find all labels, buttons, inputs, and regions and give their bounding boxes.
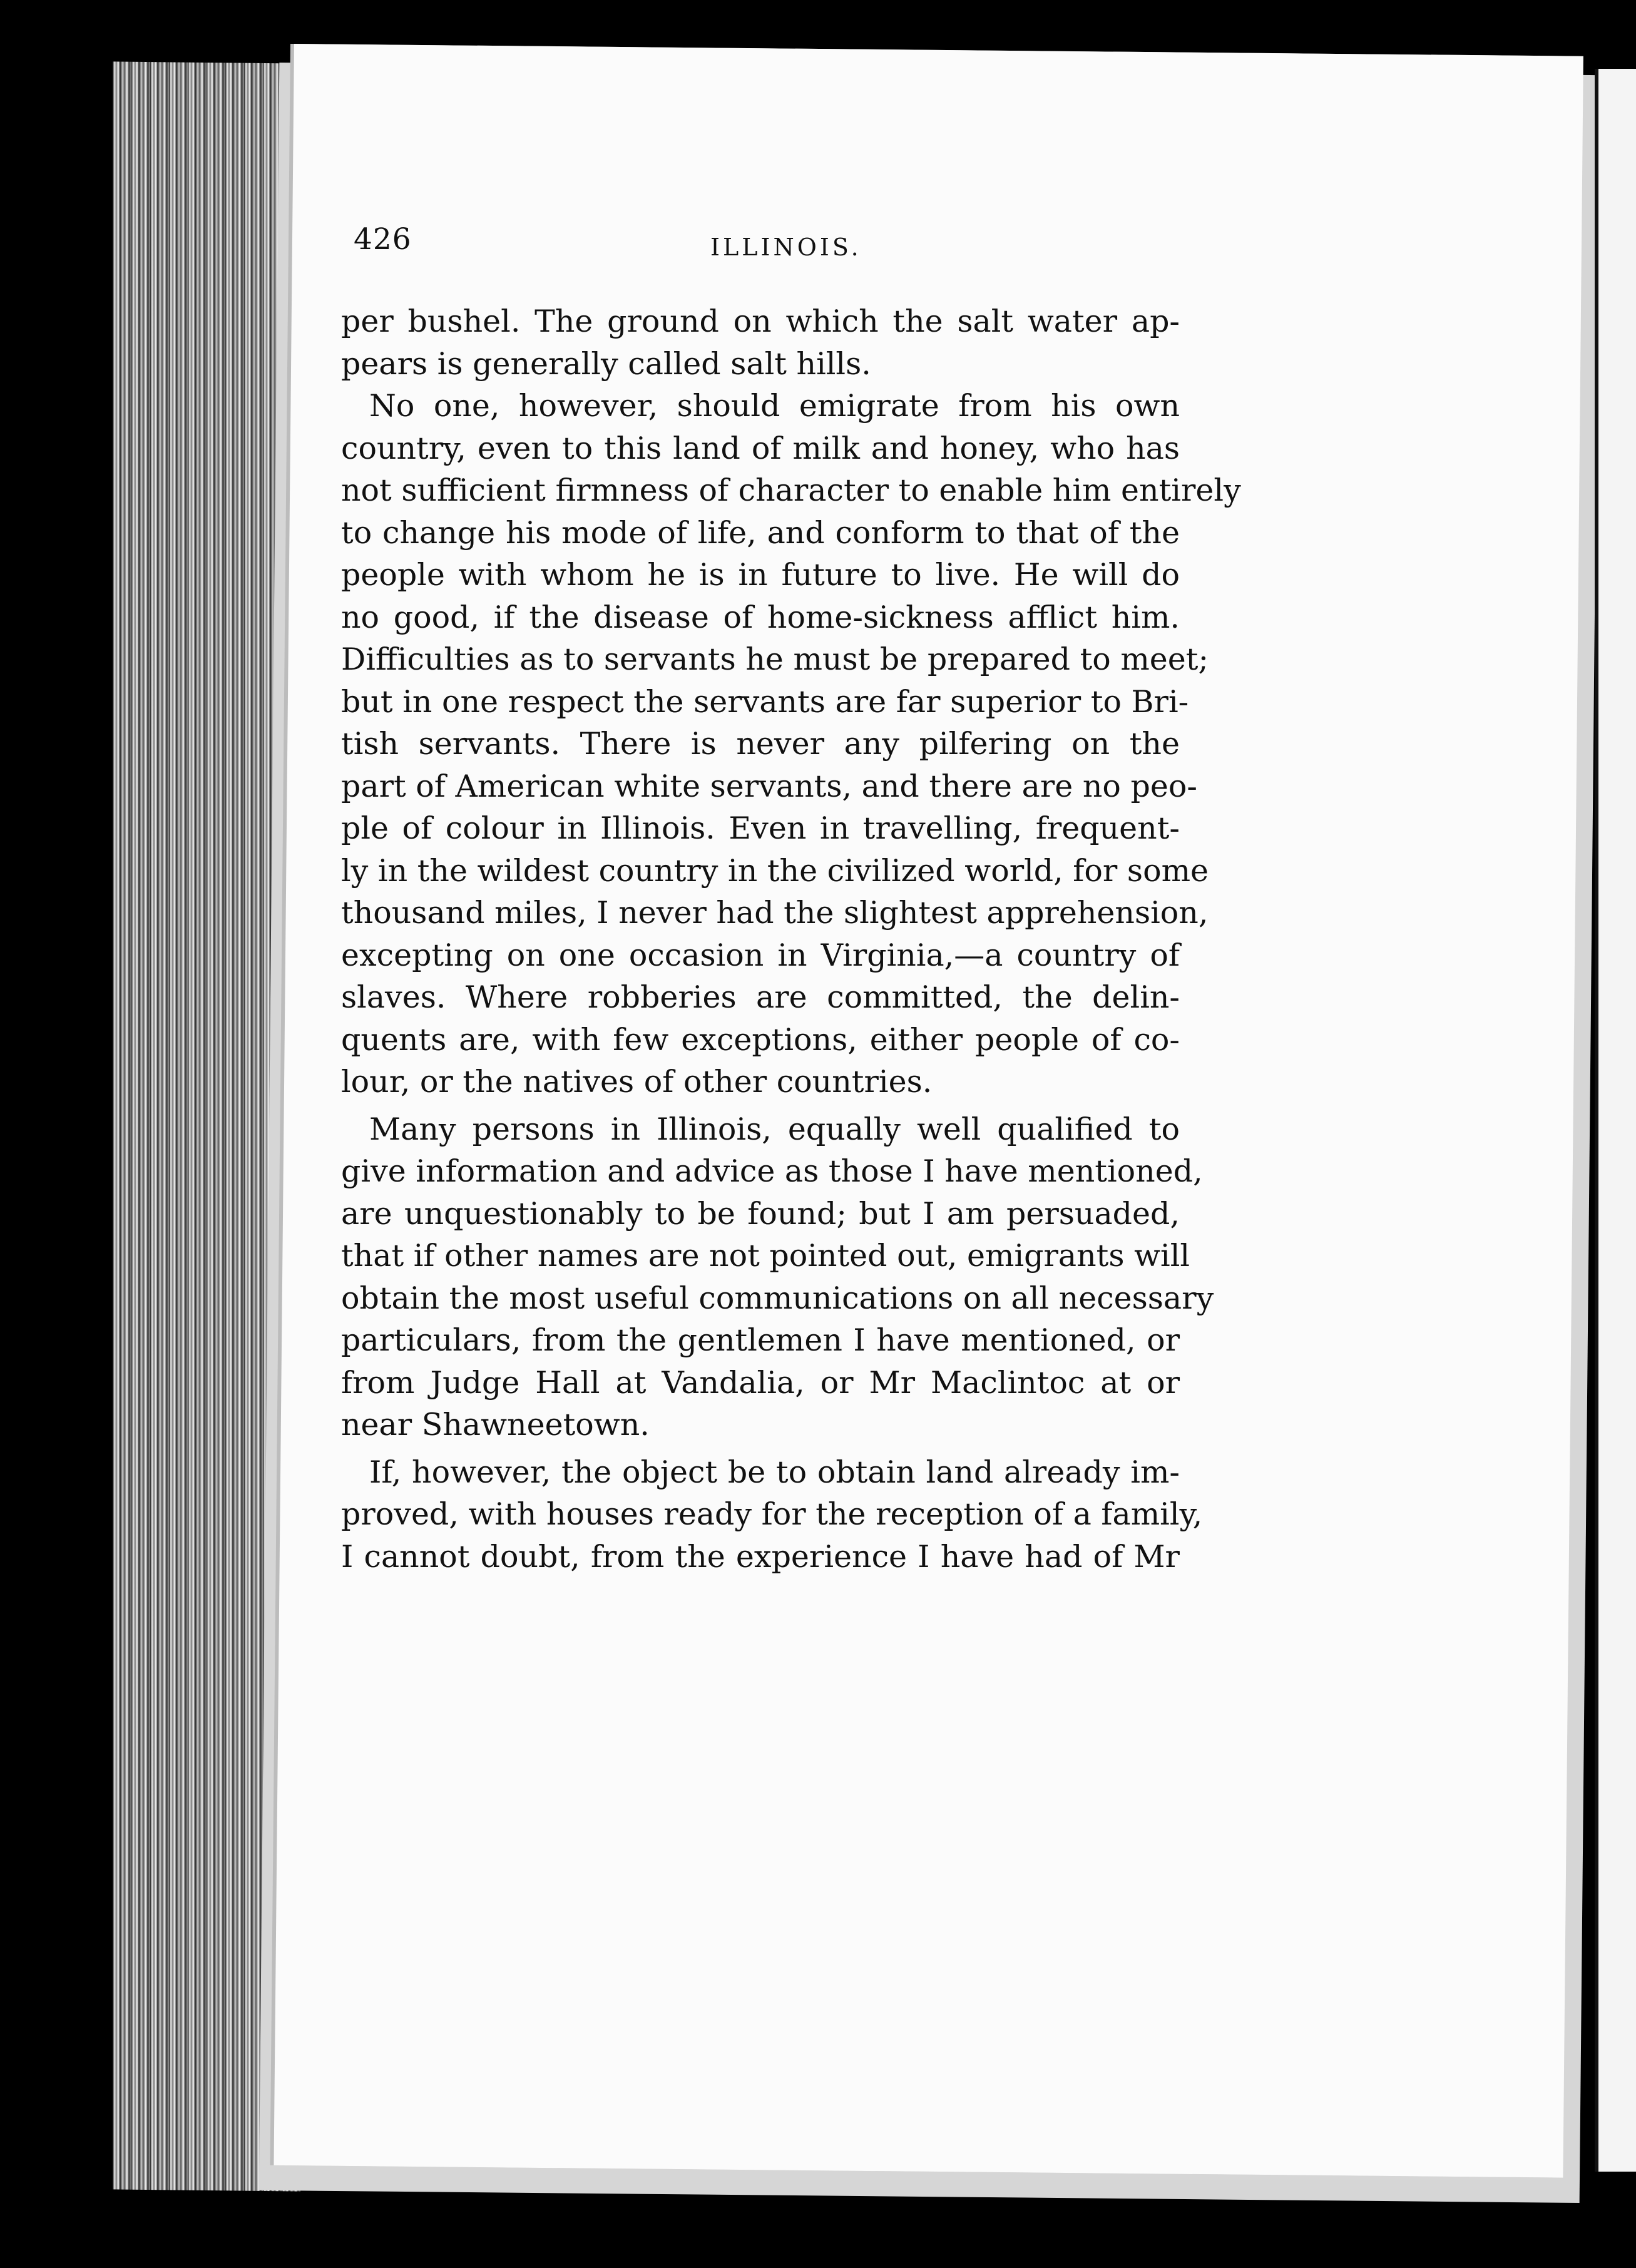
text-line: ple of colour in Illinois. Even in travelling, frequent- xyxy=(341,810,1180,846)
text-line: pears is generally called salt hills. xyxy=(341,345,871,382)
page-header xyxy=(354,222,1230,272)
text-line: I cannot doubt, from the experience I have had of Mr xyxy=(341,1538,1180,1575)
text-line: not sufficient firmness of character to enable him entirely xyxy=(341,472,1241,508)
text-line: but in one respect the servants are far superior to Bri- xyxy=(341,683,1189,720)
text-line: quents are, with few exceptions, either people of co- xyxy=(341,1021,1180,1058)
text-line: country, even to this land of milk and honey, who has xyxy=(341,430,1180,466)
text-line: give information and advice as those I have mentioned, xyxy=(341,1153,1203,1189)
facing-page-edge xyxy=(1595,69,1636,2172)
text-line: Difficulties as to servants he must be prepared to meet; xyxy=(341,641,1209,677)
text-line: to change his mode of life, and conform to that of the xyxy=(341,514,1180,551)
text-line: ly in the wildest country in the civilized world, for some xyxy=(341,852,1209,889)
text-line: proved, with houses ready for the reception of a family, xyxy=(341,1496,1203,1532)
body-text xyxy=(341,300,1241,1578)
text-line: that if other names are not pointed out, emigrants will xyxy=(341,1238,1190,1274)
text-line: If, however, the object be to obtain land already im- xyxy=(369,1454,1180,1490)
text-line: obtain the most useful communications on all necessary xyxy=(341,1280,1214,1316)
text-line: near Shawneetown. xyxy=(341,1407,650,1443)
running-head: ILLINOIS. xyxy=(710,233,862,261)
text-line: tish servants. There is never any pilfering on the xyxy=(341,726,1180,762)
text-line: particulars, from the gentlemen I have mentioned, or xyxy=(341,1322,1180,1358)
text-line: No one, however, should emigrate from his own xyxy=(369,388,1180,424)
text-line: lour, or the natives of other countries. xyxy=(341,1064,933,1100)
text-line: part of American white servants, and there are no peo- xyxy=(341,768,1197,804)
page-number: 426 xyxy=(354,222,412,257)
paragraph-gap xyxy=(341,1446,1180,1451)
text-line: people with whom he is in future to live. He will do xyxy=(341,557,1180,593)
text-line: slaves. Where robberies are committed, the delin- xyxy=(341,979,1180,1015)
text-line: thousand miles, I never had the slightest apprehension, xyxy=(341,895,1209,931)
text-line: per bushel. The ground on which the salt water ap- xyxy=(341,304,1180,339)
text-line: are unquestionably to be found; but I am persuaded, xyxy=(341,1195,1180,1232)
text-line: excepting on one occasion in Virginia,—a country of xyxy=(341,937,1180,973)
paragraph-gap xyxy=(341,1103,1180,1108)
text-line: Many persons in Illinois, equally well qualified to xyxy=(369,1111,1180,1147)
text-line: from Judge Hall at Vandalia, or Mr Maclintoc at or xyxy=(341,1364,1180,1401)
text-line: no good, if the disease of home-sickness afflict him. xyxy=(341,599,1180,635)
